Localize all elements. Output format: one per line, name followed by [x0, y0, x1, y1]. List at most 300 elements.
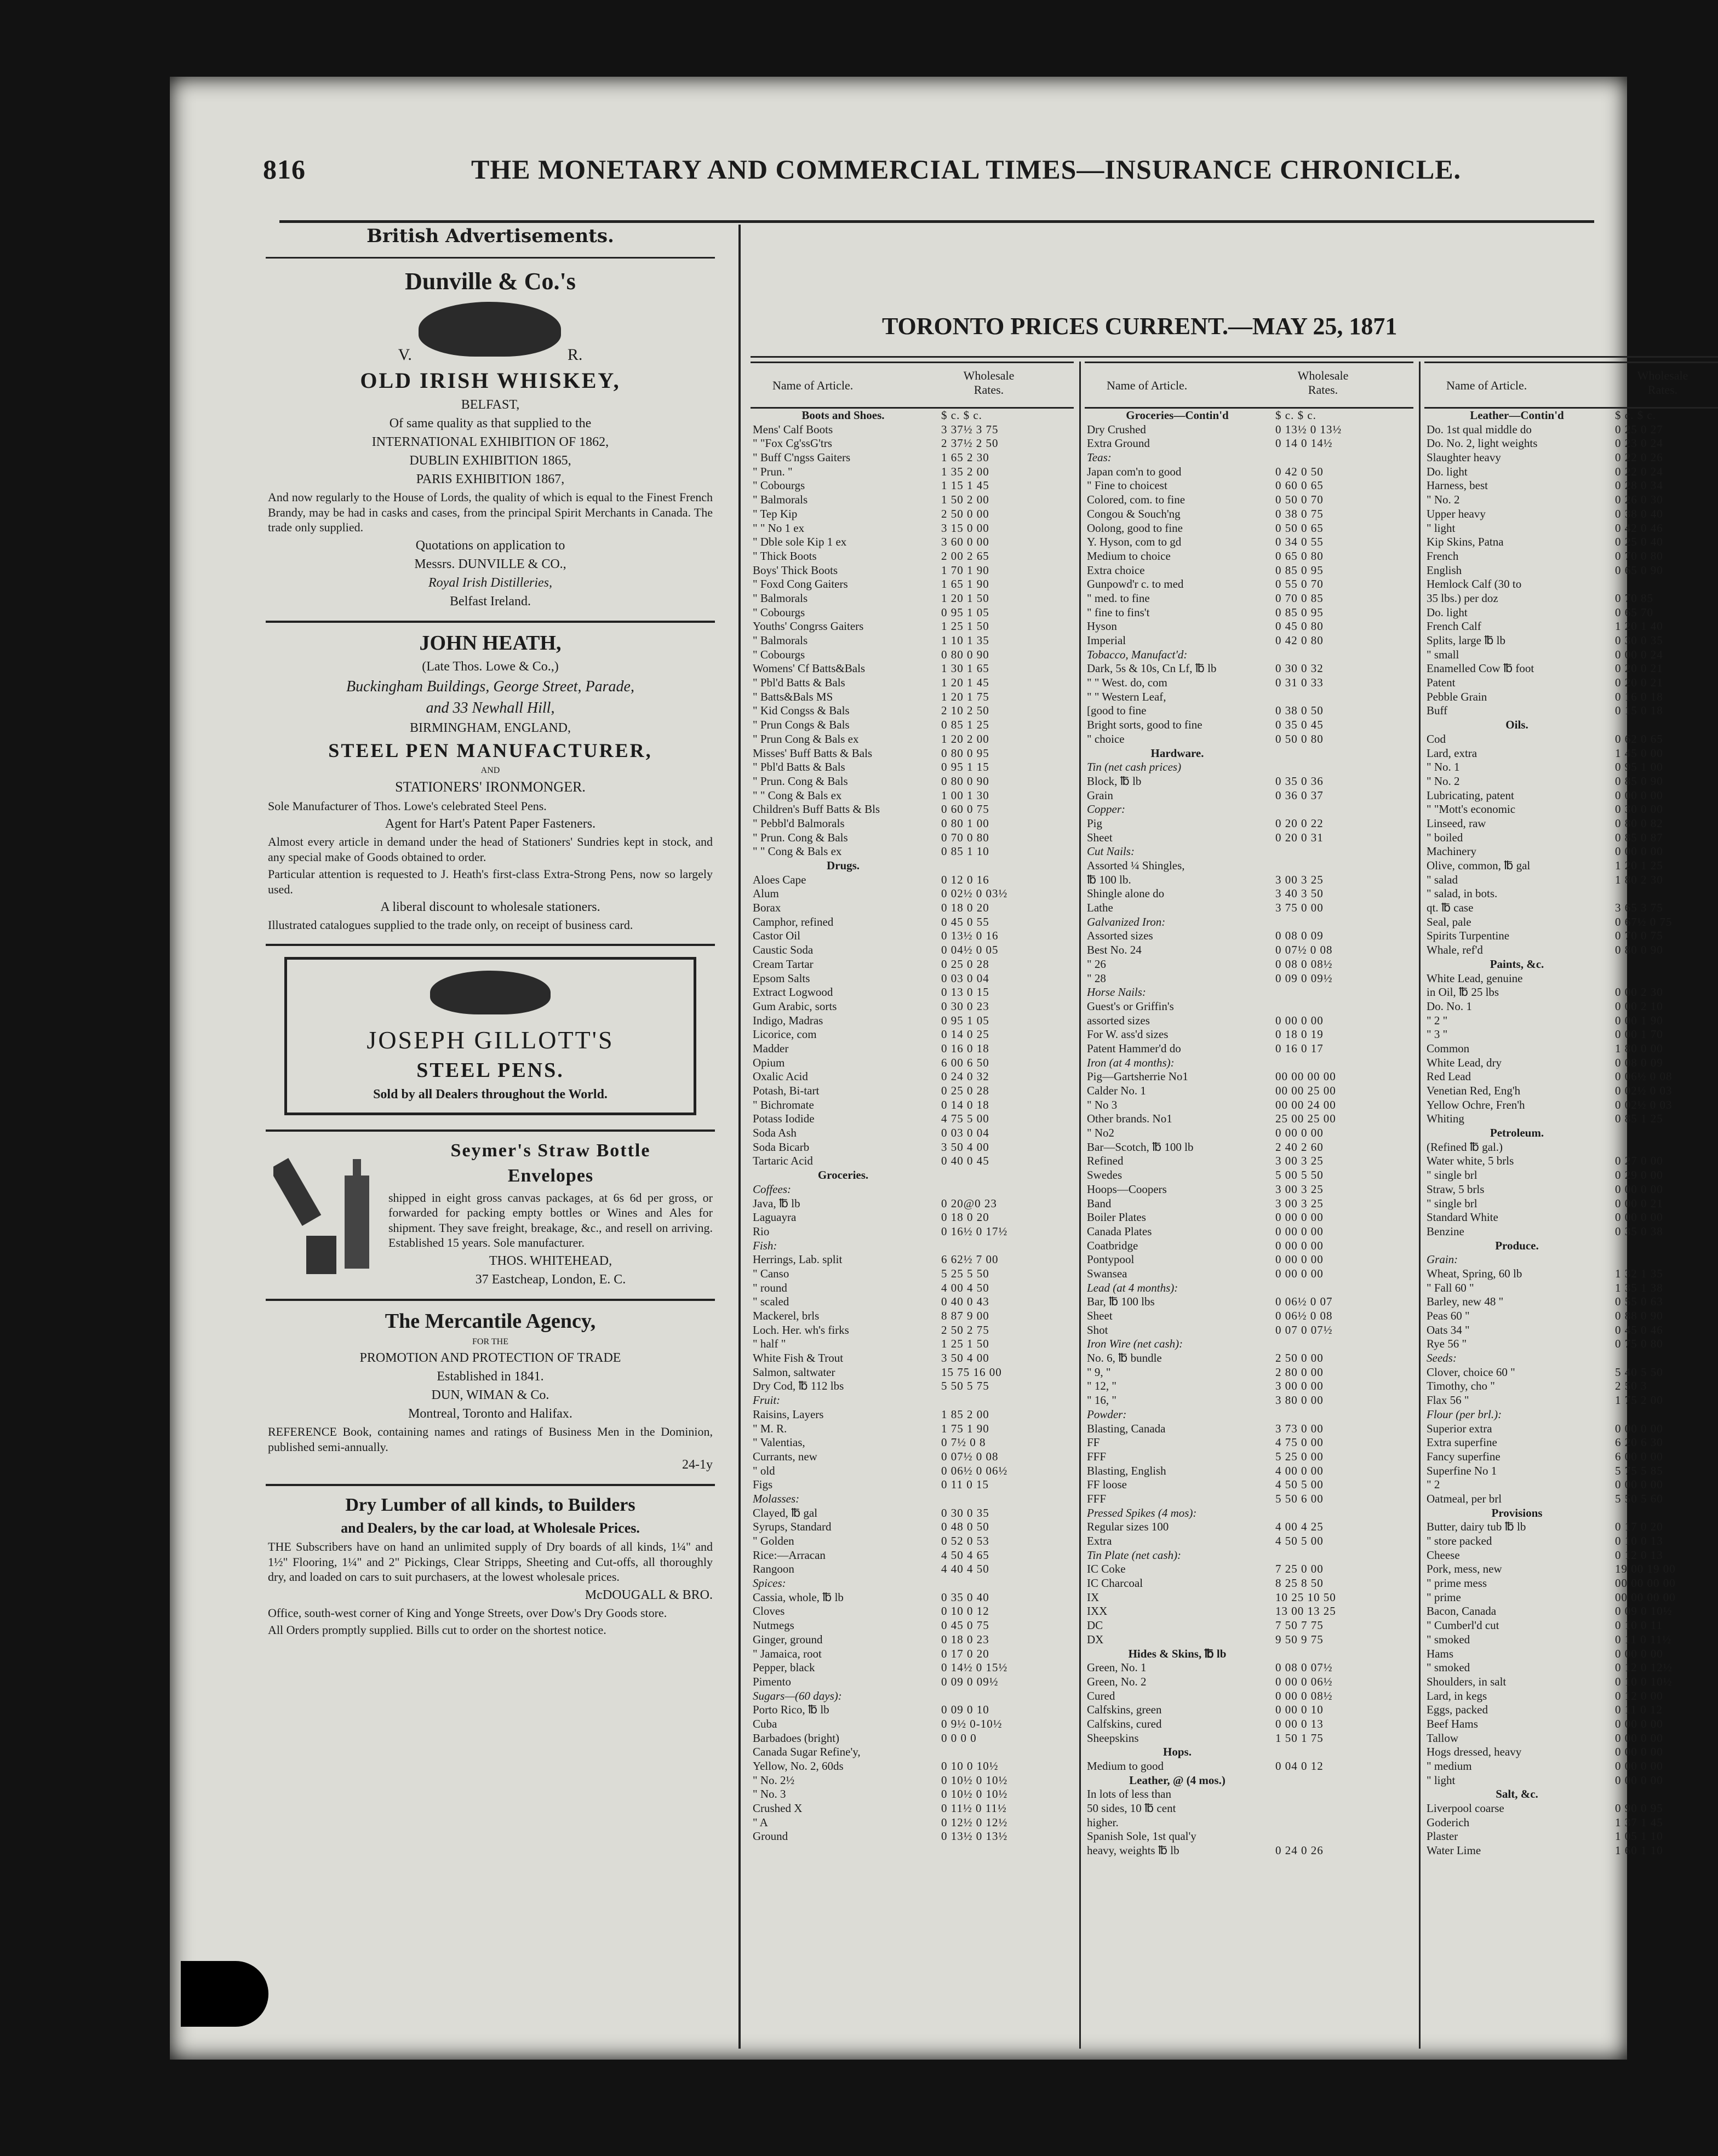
article-name: Alum [753, 887, 779, 901]
article-name: Lathe [1087, 901, 1113, 915]
price-row [751, 1309, 1074, 1323]
wholesale-rate: 8 87 9 00 [941, 1309, 989, 1322]
wholesale-rate: 0 08 0 09 [1275, 929, 1324, 943]
price-row [751, 1450, 1074, 1464]
wholesale-rate: 0 00 0 00 [1615, 845, 1663, 858]
price-row [751, 1661, 1074, 1675]
price-row [1085, 1183, 1413, 1197]
article-name: Pebble Grain [1427, 690, 1487, 703]
column-header [1085, 362, 1413, 409]
price-row [1085, 1309, 1413, 1323]
price-row [751, 423, 1074, 437]
article-name: Grain: [1427, 1253, 1458, 1266]
price-row [1085, 1619, 1413, 1633]
price-row [751, 564, 1074, 578]
wholesale-rate: 0 00 0 00 [1615, 1717, 1663, 1730]
article-name: Soda Ash [753, 1126, 797, 1140]
price-row [751, 479, 1074, 493]
price-row [751, 1323, 1074, 1338]
price-row [1424, 985, 1718, 1000]
wholesale-rate: 0 18 0 20 [941, 1211, 989, 1224]
price-row [1424, 676, 1718, 690]
section-heading-row [1424, 1787, 1718, 1802]
article-name: 35 lbs.) per doz [1427, 591, 1498, 605]
article-name: " Thick Boots [753, 549, 817, 563]
article-name: Assorted ¼ Shingles, [1087, 859, 1185, 872]
article-name: Groceries. [817, 1168, 869, 1182]
wholesale-rate: 0 00 2 10 [1615, 999, 1663, 1013]
article-name: Superior extra [1427, 1421, 1492, 1435]
article-name: Oils. [1505, 718, 1528, 732]
article-name: Camphor, refined [753, 915, 834, 928]
price-row [1085, 1717, 1413, 1731]
article-name: IX [1087, 1590, 1099, 1604]
price-row [1424, 549, 1718, 564]
article-name: Y. Hyson, com to gd [1087, 535, 1182, 549]
wholesale-rate: 5 25 5 50 [941, 1266, 989, 1280]
price-row [751, 831, 1074, 845]
article-name: Pontypool [1087, 1253, 1135, 1266]
wholesale-rate: 0 42 0 80 [1275, 634, 1324, 647]
price-row [751, 592, 1074, 606]
article-name: Japan com'n to good [1087, 465, 1182, 478]
price-row [1424, 465, 1718, 479]
article-name: Sheet [1087, 830, 1113, 844]
ad-line: Buckingham Buildings, George Street, Parade, [346, 678, 634, 695]
wholesale-rate: 0 22 0 26 [1615, 451, 1663, 465]
article-name: Do. light [1427, 465, 1468, 478]
thumb-shadow [181, 1961, 268, 2027]
article-name: ℔ 100 lb. [1087, 873, 1131, 886]
ad-body: Agent for Hart's Patent Paper Fasteners. [385, 817, 596, 831]
ad-body: Office, south-west corner of King and Yonge Streets, over Dow's Dry Goods store. [268, 1605, 667, 1620]
wholesale-rate: 0 09 0 09½ [941, 1675, 999, 1688]
article-name: Ginger, ground [753, 1632, 823, 1646]
price-row [1085, 915, 1413, 930]
article-name: [good to fine [1087, 704, 1147, 718]
wholesale-rate: 0 06½ 0 08 [1275, 1309, 1333, 1322]
wholesale-rate: 4 50 5 00 [1275, 1478, 1324, 1492]
price-row [1085, 957, 1413, 972]
article-name: Oats 34 " [1427, 1323, 1470, 1337]
price-row [1085, 972, 1413, 986]
article-name: Shot [1087, 1323, 1108, 1337]
price-row [1424, 634, 1718, 648]
price-row [751, 1633, 1074, 1647]
wholesale-rate: 0 17 0 20 [941, 1647, 989, 1660]
article-name: Tartaric Acid [753, 1154, 813, 1168]
price-row [751, 1436, 1074, 1450]
ad-line: STEEL PEN MANUFACTURER, [328, 739, 652, 761]
article-name: Calfskins, green [1087, 1703, 1162, 1717]
wholesale-rate: 5 75 5 85 [1615, 1464, 1663, 1477]
article-name: Dry Crushed [1087, 422, 1146, 436]
price-row [1085, 690, 1413, 704]
article-name: Green, No. 1 [1087, 1661, 1147, 1675]
wholesale-rate: 3 00 3 25 [1275, 1196, 1324, 1210]
price-row [751, 1576, 1074, 1591]
wholesale-rate: 3 00 3 25 [1275, 873, 1324, 886]
price-row [751, 1816, 1074, 1830]
wholesale-rate: 0 00 2 30 [1615, 985, 1663, 999]
price-row [1085, 1295, 1413, 1309]
article-name: Hogs dressed, heavy [1427, 1745, 1522, 1759]
article-name: Calder No. 1 [1087, 1084, 1146, 1097]
price-row [1424, 493, 1718, 507]
article-name: Clover, choice 60 " [1427, 1365, 1515, 1379]
article-name: Cut Nails: [1087, 845, 1135, 858]
article-name: Medium to good [1087, 1759, 1164, 1773]
wholesale-rate: 0 00 0 00 [1275, 1224, 1324, 1238]
price-row [1424, 775, 1718, 789]
price-row [1424, 817, 1718, 831]
wholesale-rate: 2 50 0 00 [1275, 1351, 1324, 1365]
article-name: " light [1427, 521, 1456, 535]
article-name: " half " [753, 1337, 786, 1351]
price-row [751, 1675, 1074, 1689]
page-title: THE MONETARY AND COMMERCIAL TIMES—INSURANCE CHRONICLE. [471, 154, 1462, 185]
price-row [1424, 845, 1718, 859]
ad-line: Montreal, Toronto and Halifax. [408, 1407, 572, 1421]
wholesale-rate: 0 52 0 53 [941, 1534, 989, 1547]
article-name: " Bichromate [753, 1098, 814, 1111]
article-name: " 2 " [1427, 1013, 1448, 1027]
price-row [751, 1619, 1074, 1633]
article-name: Grain [1087, 788, 1113, 802]
wholesale-rate: 0 08 0 07½ [1275, 1661, 1333, 1675]
wholesale-rate: 4 50 4 65 [941, 1548, 989, 1562]
article-name: Extract Logwood [753, 985, 833, 999]
price-row [751, 1112, 1074, 1126]
article-name: Pig—Gartsherrie No1 [1087, 1070, 1188, 1083]
article-name: Plaster [1427, 1830, 1458, 1843]
article-name: Congou & Souch'ng [1087, 507, 1181, 520]
article-name: Opium [753, 1056, 785, 1069]
article-name: " Canso [753, 1266, 789, 1280]
article-name: Venetian Red, Eng'h [1427, 1084, 1521, 1097]
price-rows [1085, 409, 1413, 1858]
wholesale-rate: 0 10 0 10½ [941, 1759, 999, 1773]
price-row [751, 957, 1074, 972]
price-row [751, 1408, 1074, 1422]
ad-body: Almost every article in demand under the head of Stationers' Sundries kept in stock, and any special make of Goods obtained to order. [268, 835, 713, 864]
article-name: Loch. Her. wh's firks [753, 1323, 849, 1337]
price-row [1085, 592, 1413, 606]
wholesale-rate: 2 10 2 50 [941, 704, 989, 718]
wholesale-rate: 0 02½ 0 03½ [941, 887, 1008, 901]
price-row [1085, 1506, 1413, 1521]
article-name: Iron Wire (net cash): [1087, 1337, 1183, 1351]
article-name: " Foxd Cong Gaiters [753, 577, 848, 591]
wholesale-rate: 0 11½ 0 11½ [941, 1802, 1007, 1815]
wholesale-rate: 1 20 1 45 [941, 676, 989, 690]
price-row [751, 775, 1074, 789]
article-name: Blasting, Canada [1087, 1421, 1166, 1435]
price-row [1085, 1140, 1413, 1155]
article-name: Common [1427, 1041, 1470, 1055]
article-name: Sheet [1087, 1309, 1113, 1322]
price-row [1424, 1408, 1718, 1422]
price-row [1424, 1549, 1718, 1563]
article-name: " Pbl'd Batts & Bals [753, 760, 845, 774]
price-row [1085, 1802, 1413, 1816]
article-name: " " Western Leaf, [1087, 690, 1166, 703]
price-row [1085, 1239, 1413, 1253]
price-row [751, 972, 1074, 986]
ad-line: STATIONERS' IRONMONGER. [395, 779, 586, 795]
price-row [751, 704, 1074, 718]
article-name: Hoops—Coopers [1087, 1182, 1167, 1196]
article-name: Crushed X [753, 1802, 803, 1815]
price-row [1424, 592, 1718, 606]
wholesale-rate: 0 07 0 07½ [1275, 1323, 1333, 1337]
wholesale-rate: 3 40 3 50 [1275, 887, 1324, 901]
article-name: Java, ℔ lb [753, 1196, 800, 1210]
article-name: French [1427, 549, 1459, 563]
article-name: assorted sizes [1087, 1013, 1150, 1027]
price-row [1085, 1844, 1413, 1858]
wholesale-rate: 5 50 5 60 [1615, 1492, 1663, 1505]
article-name: Cloves [753, 1604, 785, 1618]
wholesale-rate: 0 14 0 25 [941, 1028, 989, 1041]
article-name: FFF [1087, 1492, 1107, 1505]
ad-city: BELFAST, [461, 398, 520, 412]
article-name: Boys' Thick Boots [753, 563, 838, 577]
price-row [751, 817, 1074, 831]
price-row [1424, 662, 1718, 676]
price-row [1424, 1774, 1718, 1788]
wholesale-rate: 0 12 0 13 [1615, 1548, 1663, 1562]
article-name: " Kid Congss & Bals [753, 704, 850, 718]
price-row [1424, 690, 1718, 704]
price-row [1085, 1604, 1413, 1619]
wholesale-rate: 0 65 70 [1615, 605, 1653, 619]
wholesale-rate: 2 40 2 60 [1275, 1140, 1324, 1154]
price-row [751, 1070, 1074, 1084]
article-name: Clayed, ℔ gal [753, 1506, 818, 1519]
price-row [751, 1337, 1074, 1351]
article-name: Spanish Sole, 1st qual'y [1087, 1830, 1196, 1843]
price-row [1085, 1816, 1413, 1830]
ad-line: Quotations on application to [415, 538, 565, 553]
wholesale-rate: 0 00 0 21 [1615, 1196, 1663, 1210]
article-name: " medium [1427, 1759, 1472, 1773]
price-row [751, 1534, 1074, 1549]
wholesale-rate: 00 00 00 00 [1615, 1590, 1676, 1604]
article-name: Leather—Contin'd [1470, 409, 1564, 422]
wholesale-rate: 0 45 0 46 [1615, 1323, 1663, 1337]
wholesale-rate: 0 03 0 04 [941, 971, 989, 985]
wholesale-rate: 0 45 0 75 [941, 1619, 989, 1632]
price-row [1424, 1450, 1718, 1464]
price-row [1085, 634, 1413, 648]
article-name: Leather, @ (4 mos.) [1129, 1773, 1225, 1787]
wholesale-rate: 0 00 1 90 [1615, 1013, 1663, 1027]
wholesale-rate: 4 75 0 00 [1275, 1436, 1324, 1449]
wholesale-rate: 0 30 0 32 [1275, 662, 1324, 675]
article-name: Harness, best [1427, 479, 1488, 492]
price-row [1085, 1520, 1413, 1534]
price-row [1085, 1549, 1413, 1563]
wholesale-rate: 3 15 0 00 [941, 521, 989, 535]
price-row [751, 1281, 1074, 1295]
section-heading [266, 219, 715, 259]
price-row [1424, 1816, 1718, 1830]
wholesale-rate: 0 06½ 0 06½ [941, 1464, 1008, 1477]
wholesale-rate: 2 37½ 2 50 [941, 437, 999, 450]
price-row [1085, 1703, 1413, 1717]
wholesale-rate: 3 73 0 00 [1275, 1421, 1324, 1435]
price-row [1424, 1619, 1718, 1633]
article-name: Mackerel, brls [753, 1309, 820, 1322]
article-name: " small [1427, 647, 1459, 661]
price-row [1085, 1042, 1413, 1056]
article-name: " Fall 60 " [1427, 1281, 1474, 1294]
bottle-illustration-icon [273, 1143, 383, 1280]
wholesale-rate: 0 35 0 38 [1615, 1224, 1663, 1238]
article-name: Petroleum. [1490, 1126, 1544, 1140]
wholesale-rate: 0 50 0 65 [1275, 521, 1324, 535]
wholesale-rate: 3 80 0 00 [1275, 1394, 1324, 1407]
article-name: " smoked [1427, 1632, 1470, 1646]
article-name: Do. light [1427, 605, 1468, 619]
wholesale-rate: 0 18 0 19 [1275, 1028, 1324, 1041]
newspaper-page [170, 77, 1688, 2060]
article-name: Tallow [1427, 1731, 1459, 1745]
article-name: Water Lime [1427, 1844, 1481, 1857]
price-row [1085, 1070, 1413, 1084]
wholesale-rate: 0 50 0 70 [1275, 493, 1324, 507]
wholesale-rate: 6 20 6 30 [1615, 1436, 1663, 1449]
wholesale-rate: 1 20 1 25 [1615, 859, 1663, 872]
article-name: Hemlock Calf (30 to [1427, 577, 1522, 591]
wholesale-rate: 0 13 0 15 [941, 985, 989, 999]
wholesale-rate: 0 15 0 18 [1615, 704, 1663, 718]
wholesale-rate: 0 00 0 00 [1615, 1759, 1663, 1773]
article-name: " Prun. " [753, 465, 793, 478]
article-name: Spices: [753, 1576, 786, 1590]
article-name: Slaughter heavy [1427, 451, 1501, 465]
wholesale-rate: 0 17 0 20 [1615, 1520, 1663, 1534]
wholesale-rate: 0 13½ 0 16 [941, 929, 999, 943]
price-row [751, 1802, 1074, 1816]
article-name: " 9, " [1087, 1365, 1111, 1379]
column-divider [738, 225, 741, 2049]
price-row [1424, 479, 1718, 493]
wholesale-rate: 0 12 0 12½ [1615, 1661, 1673, 1675]
section-heading-row [1424, 718, 1718, 732]
ad-name: JOHN HEATH, [419, 631, 562, 655]
wholesale-rate: 0 95 1 05 [941, 605, 989, 619]
price-row [1424, 1844, 1718, 1858]
wholesale-rate: 0 12 0 16 [941, 873, 989, 886]
wholesale-rate: 2 50 2 75 [941, 1323, 989, 1337]
wholesale-rate: 1 20 1 75 [941, 690, 989, 703]
article-name: Gunpowd'r c. to med [1087, 577, 1184, 591]
article-name: " Batts&Bals MS [753, 690, 833, 703]
article-name: Tobacco, Manufact'd: [1087, 647, 1188, 661]
header-name: Name of Article. [1446, 379, 1527, 392]
price-row [1424, 1211, 1718, 1225]
article-name: Misses' Buff Batts & Bals [753, 746, 873, 760]
wholesale-rate: 0 10 0 12 [941, 1604, 989, 1618]
price-row [751, 1647, 1074, 1661]
article-name: Wheat, Spring, 60 lb [1427, 1266, 1522, 1280]
price-row [1085, 620, 1413, 634]
article-name: " prime [1427, 1590, 1461, 1604]
header-name: Name of Article. [772, 379, 854, 392]
article-name: " scaled [753, 1295, 789, 1309]
wholesale-rate: 15 75 16 00 [941, 1365, 1002, 1379]
wholesale-rate: 8 25 8 50 [1275, 1576, 1324, 1590]
price-row [1085, 1337, 1413, 1351]
price-rows [751, 409, 1074, 1844]
price-row [1424, 1604, 1718, 1619]
price-row [1424, 1281, 1718, 1295]
article-name: Cream Tartar [753, 957, 814, 971]
wholesale-rate: 13 00 13 25 [1275, 1604, 1336, 1618]
wholesale-rate: 0 16 0 17 [1275, 1041, 1324, 1055]
price-column [751, 362, 1074, 2049]
price-row [1085, 732, 1413, 747]
article-name: " Buff C'ngss Gaiters [753, 451, 851, 465]
price-row [1085, 1000, 1413, 1014]
prices-title: TORONTO PRICES CURRENT.—MAY 25, 1871 [882, 313, 1398, 340]
wholesale-rate: 0 11 0 15 [941, 1478, 989, 1492]
article-name: Bacon, Canada [1427, 1604, 1497, 1618]
wholesale-rate: 0 70 0 80 [941, 830, 989, 844]
price-row [1424, 887, 1718, 901]
article-name: Fancy superfine [1427, 1449, 1501, 1463]
wholesale-rate: 0 25 0 28 [941, 1084, 989, 1097]
wholesale-rate: 0 67½ 0 75 [1615, 915, 1673, 928]
wholesale-rate: 0 00 0 00 [1615, 1421, 1663, 1435]
section-heading-row [1085, 1774, 1413, 1788]
price-row [751, 1422, 1074, 1436]
wholesale-rate: 0 20 0 22 [1275, 816, 1324, 830]
price-row [751, 1014, 1074, 1028]
article-name: " No. 2½ [753, 1773, 795, 1787]
article-name: Coffees: [753, 1182, 791, 1196]
price-row [1085, 1562, 1413, 1576]
price-row [1424, 1759, 1718, 1774]
price-row [1085, 845, 1413, 859]
article-name: " No2 [1087, 1126, 1114, 1140]
wholesale-rate: 1 00 1 30 [941, 788, 989, 802]
ad-line: DUBLIN EXHIBITION 1865, [409, 454, 571, 468]
wholesale-rate: 1 10 1 35 [941, 634, 989, 647]
wholesale-rate: 0 75 0 80 [1615, 1337, 1663, 1351]
wholesale-rate: 0 34 0 55 [1275, 535, 1324, 549]
price-row [1085, 1394, 1413, 1408]
price-row [1424, 1253, 1718, 1267]
wholesale-rate: 0 00 0 06½ [1275, 1675, 1333, 1688]
article-name: " 2 [1427, 1478, 1440, 1492]
wholesale-rate: 7 50 7 75 [1275, 1619, 1324, 1632]
wholesale-rate: 3 75 0 00 [1275, 901, 1324, 915]
wholesale-rate: 3 65 3 75 [1615, 901, 1663, 915]
wholesale-rate: 0 00 0 00 [1275, 1126, 1324, 1140]
price-row [1085, 507, 1413, 521]
wholesale-rate: 0 80 1 00 [941, 816, 989, 830]
article-name: " Prun. Cong & Bals [753, 774, 848, 788]
wholesale-rate: 1 70 1 90 [941, 563, 989, 577]
wholesale-rate: $ c. $ c. [1615, 409, 1656, 422]
article-name: Yellow, No. 2, 60ds [753, 1759, 844, 1773]
price-row [751, 1492, 1074, 1506]
article-name: Water white, 5 brls [1427, 1154, 1514, 1168]
price-row [1085, 1154, 1413, 1168]
